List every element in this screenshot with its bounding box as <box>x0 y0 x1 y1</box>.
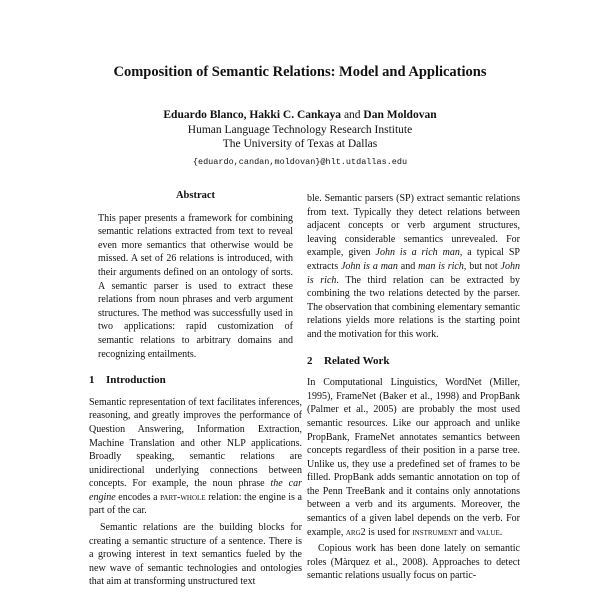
text-run-italic: man is rich <box>418 260 464 272</box>
text-run: , a typical SP extracts <box>307 247 520 272</box>
intro-paragraph-1 <box>89 396 302 518</box>
text-run-italic: John is rich <box>307 260 520 286</box>
abstract-heading: Abstract <box>175 190 216 201</box>
right-column <box>307 192 520 583</box>
text-run-italic: the car engine <box>89 478 302 503</box>
text-run-smallcaps: part-whole <box>160 491 206 503</box>
related-paragraph-2: Copious work has been done lately on semantic roles (Màrquez et al., 2008). Approaches to detect semantic relations usually focus on partic- <box>307 543 520 582</box>
text-run-smallcaps: arg2 <box>345 526 366 538</box>
related-paragraph-1 <box>307 376 520 539</box>
text-run-smallcaps: instrument <box>412 526 458 538</box>
text-run: ble. Semantic parsers (SP) extract semantic relations from text. Typically they detect relations between adjacent concepts or verb argument structures, leaving considerable semantics unrevealed. For example, given <box>307 193 520 259</box>
intro-paragraph-2: Semantic relations are the building blocks for creating a semantic structure of a sentence. There is a growing interest in text semantics fueled by the new wave of semantic technologies and ontologies that aim at transforming unstructured text <box>89 522 302 588</box>
text-run: , but not <box>463 260 501 272</box>
text-run: encodes a <box>115 491 161 503</box>
text-run: . The third relation can be extracted by combining the two relations detected by the parser. The observation that combining elementary semantic relations yields more relations is the starting point and the motivation for this work. <box>307 274 520 340</box>
author-names-last: Dan Moldovan <box>363 109 437 121</box>
text-run: In Computational Linguistics, WordNet (Miller, 1995), FrameNet (Baker et al., 1998) and PropBank (Palmer et al., 2005) are probably the most used semantic resources. Like our approach and unlike PropBank, FrameNet annotates semantics between concepts regardless of their position in a parse tree. Unlike us, they use a predefined set of frames to be filled. PropBank adds semantic annotation on top of the Penn TreeBank and it contains only annotations between a verb and its arguments. Moreover, the semantics of a given label depends on the verb. For example, <box>307 377 520 538</box>
section-number: 1 <box>89 374 95 387</box>
section-title: Related Work <box>324 354 390 367</box>
section-title: Introduction <box>106 374 166 387</box>
author-names <box>0 108 600 123</box>
left-column <box>89 189 302 589</box>
author-names-and: and <box>343 109 361 121</box>
section-heading-introduction <box>89 374 302 388</box>
abstract-text: This paper presents a framework for combining semantic relations extracted from text to reveal even more semantics that otherwise would be missed. A set of 26 relations is introduced, with their arguments defined on an ontology of sorts. A semantic parser is used to extract these relations from noun phrases and verb argument structures. The method was successfully used in two applications: rapid customization of semantic relations to arbitrary domains and recognizing entailments. <box>98 212 293 360</box>
text-run: and <box>397 260 419 272</box>
text-run: relation: the engine is a part of the car. <box>89 491 302 517</box>
text-run: Semantic representation of text facilitates inferences, reasoning, and greatly improves the performance of Question Answering, Information Extraction, Machine Translation and other NLP applications. Broadly speaking, semantic relations are unidirectional underlying connections between concepts. For example, the noun phrase <box>89 396 302 490</box>
text-run: . <box>499 526 503 538</box>
section-number: 2 <box>307 354 313 367</box>
text-run-italic: John is a rich man <box>375 247 460 259</box>
author-names-first: Eduardo Blanco, Hakki C. Cankaya <box>163 109 342 121</box>
author-block <box>0 108 600 169</box>
section-heading-related-work <box>307 355 520 369</box>
paper-title: Composition of Semantic Relations: Model and Applications <box>113 64 487 80</box>
affiliation-line-1: Human Language Technology Research Institute <box>187 123 413 136</box>
affiliation-line-2: The University of Texas at Dallas <box>222 138 378 150</box>
intro-continued-paragraph <box>307 192 520 342</box>
text-run: and <box>457 526 477 538</box>
text-run-italic: John is a man <box>340 260 398 272</box>
text-run: is used for <box>365 526 413 538</box>
text-run-smallcaps: value <box>476 526 500 538</box>
author-email: {eduardo,candan,moldovan}@hlt.utdallas.edu <box>192 156 408 167</box>
